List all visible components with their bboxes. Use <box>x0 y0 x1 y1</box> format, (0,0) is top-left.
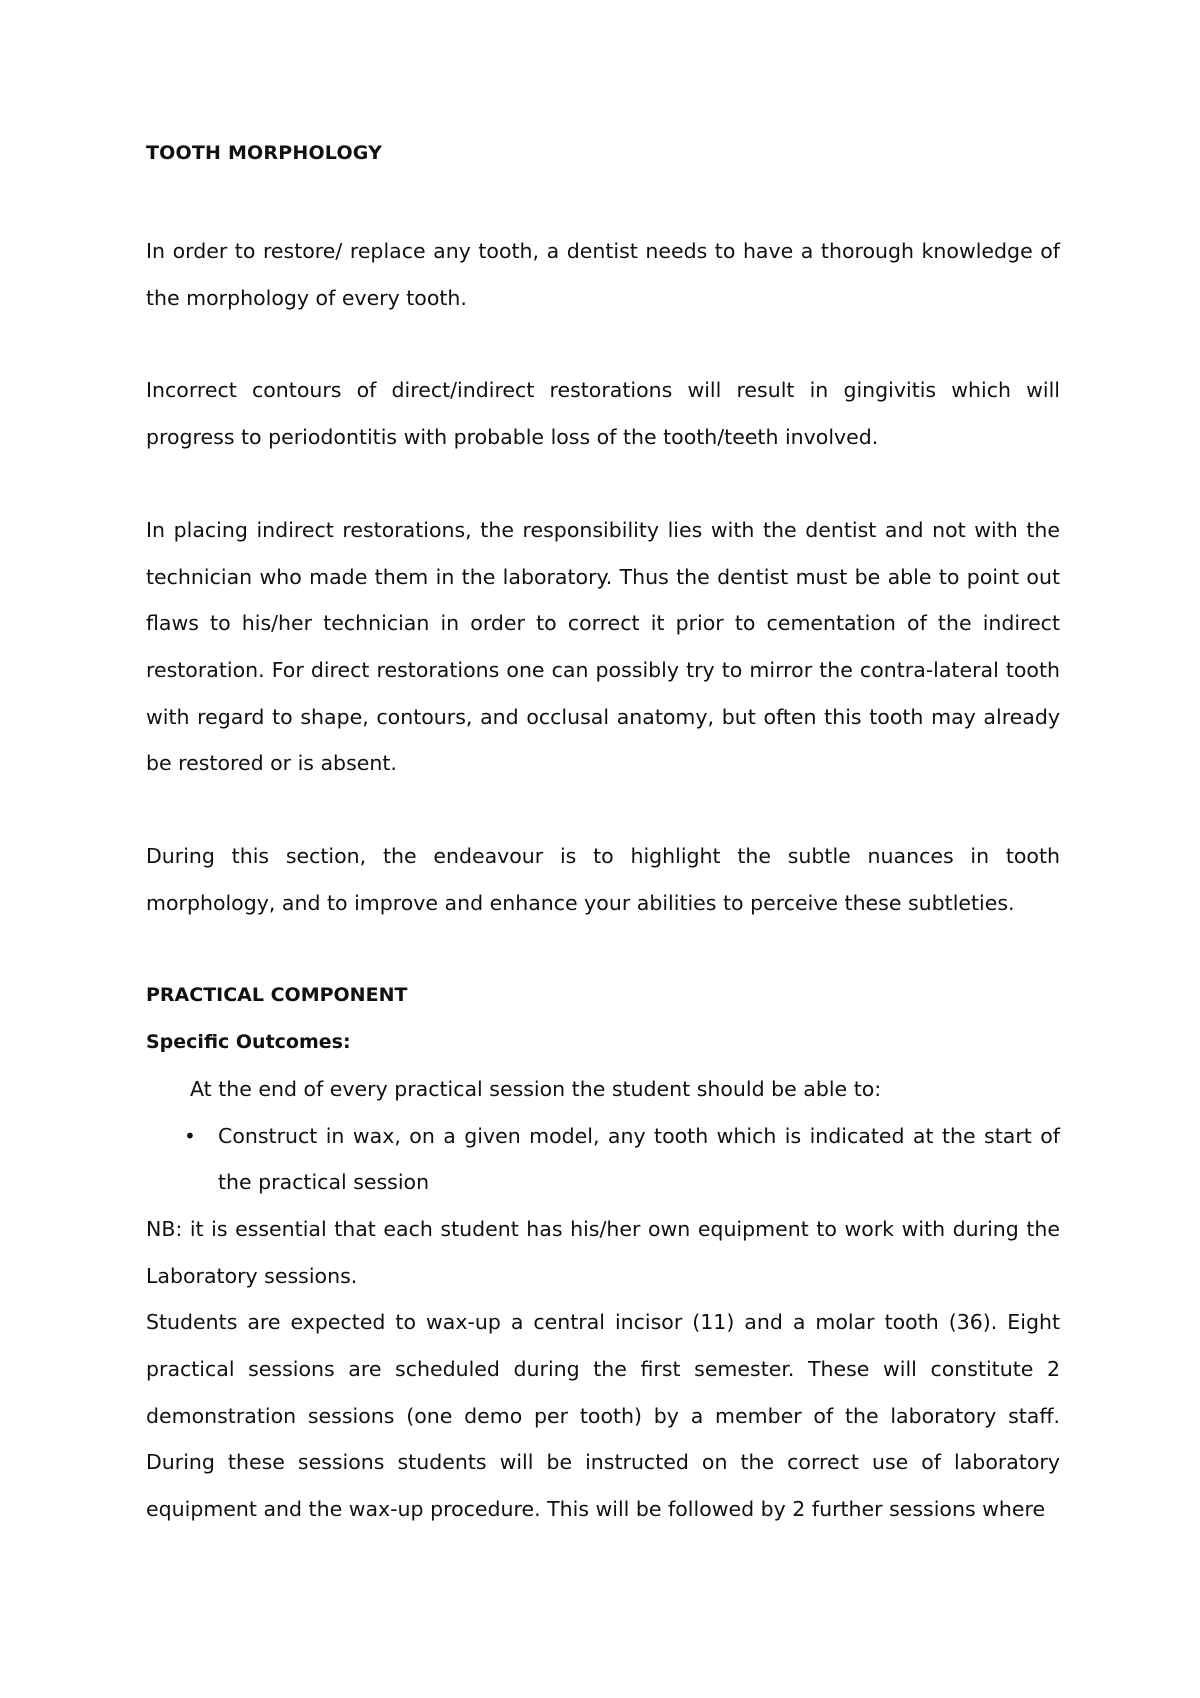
outcome-list-item <box>146 1113 1060 1206</box>
practical-details: Students are expected to wax-up a central incisor (11) and a molar tooth (36). Eight practical sessions are scheduled during the first semester. These will constitute 2 demonstration sessions (one demo per tooth) by a member of the laboratory staff. During these sessions students will be instructed on the correct use of laboratory equipment and the wax-up procedure. This will be followed by 2 further sessions where <box>146 1310 1060 1522</box>
document-title: TOOTH MORPHOLOGY <box>146 142 383 164</box>
outcome-text: Construct in wax, on a given model, any tooth which is indicated at the start of the practical session <box>218 1123 1060 1195</box>
paragraph-indirect-restorations: In placing indirect restorations, the responsibility lies with the dentist and not with the technician who made them in the laboratory. Thus the dentist must be able to point out flaws to his/her technician in order to correct it prior to cementation of the indirect restoration. For direct restorations one can possibly try to mirror the contra-lateral tooth with regard to shape, contours, and occlusal anatomy, but often this tooth may already be restored or is absent. <box>146 517 1060 776</box>
paragraph-section-goal: During this section, the endeavour is to highlight the subtle nuances in tooth morphology, and to improve and enhance your abilities to perceive these subtleties. <box>146 844 1060 915</box>
bullet-icon: • <box>184 1123 196 1148</box>
document-page <box>146 140 1060 1533</box>
outcomes-intro: At the end of every practical session the student should be able to: <box>190 1076 882 1101</box>
specific-outcomes-heading: Specific Outcomes: <box>146 1031 351 1054</box>
practical-component-section <box>146 972 1060 1532</box>
paragraph-knowledge: In order to restore/ replace any tooth, a dentist needs to have a thorough knowledge of the morphology of every tooth. <box>146 239 1060 310</box>
nb-note: NB: it is essential that each student has his/her own equipment to work with during the Laboratory sessions. <box>146 1216 1060 1288</box>
paragraph-contours: Incorrect contours of direct/indirect restorations will result in gingivitis which will progress to periodontitis with probable loss of the tooth/teeth involved. <box>146 378 1060 450</box>
practical-heading: PRACTICAL COMPONENT <box>146 984 408 1007</box>
